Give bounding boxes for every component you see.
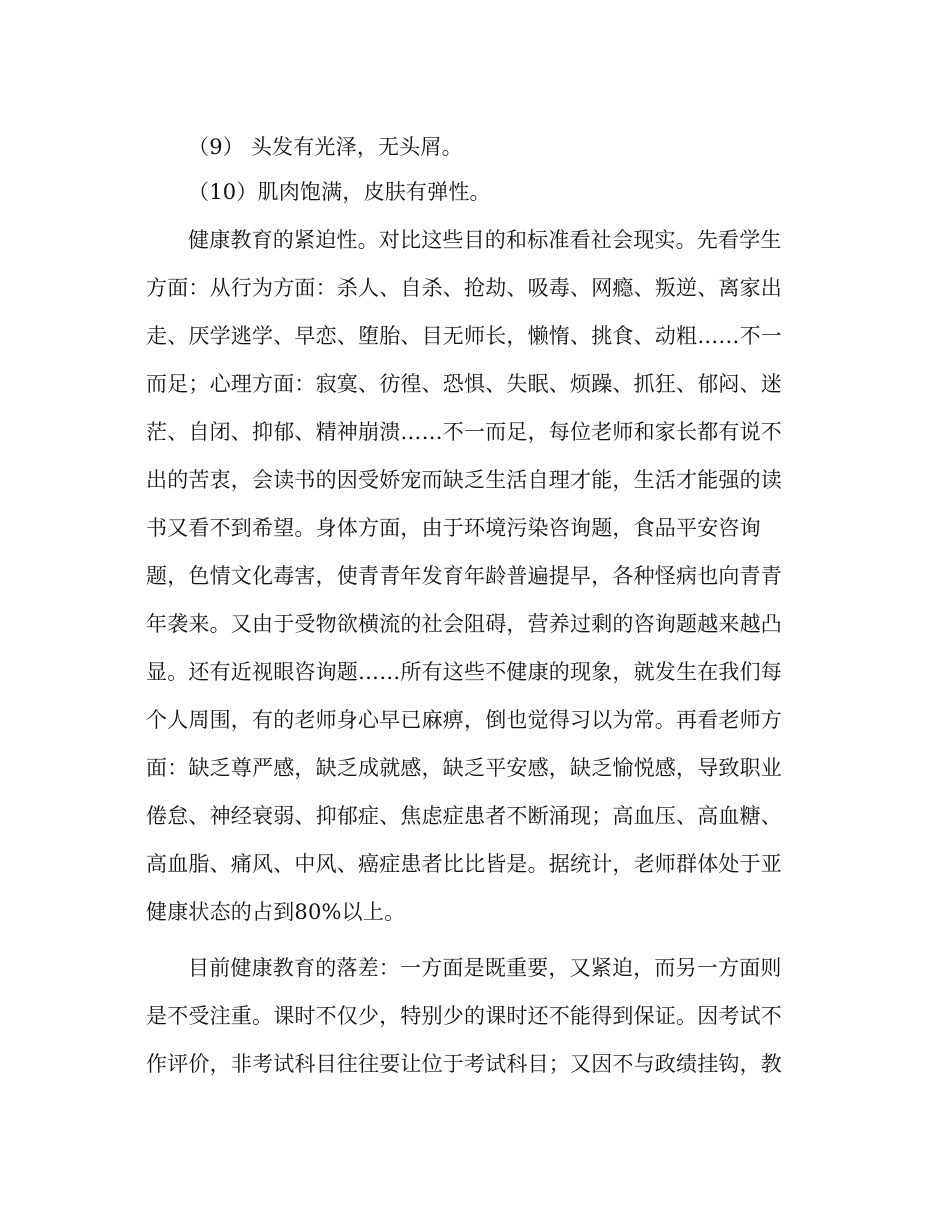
paragraph-line: 走、厌学逃学、早恋、堕胎、目无师长，懒惰、挑食、动粗……不一 <box>146 324 782 348</box>
paragraph-line: 茫、自闭、抑郁、精神崩溃……不一而足，每位老师和家长都有说不 <box>146 420 782 444</box>
paragraph-line: 健康状态的占到80%以上。 <box>146 900 406 924</box>
paragraph-line: 而足；心理方面：寂寞、彷徨、恐惧、失眠、烦躁、抓狂、郁闷、迷 <box>146 372 782 396</box>
paragraph-line: 个人周围，有的老师身心早已麻痹，倒也觉得习以为常。再看老师方 <box>146 708 782 732</box>
list-item-9: （9） 头发有光泽，无头屑。 <box>188 135 463 159</box>
paragraph-line: 题，色情文化毒害，使青青年发育年龄普遍提早，各种怪病也向青青 <box>146 564 782 588</box>
paragraph-line: 年袭来。又由于受物欲横流的社会阻碍，营养过剩的咨询题越来越凸 <box>146 612 782 636</box>
paragraph-line: 目前健康教育的落差：一方面是既重要，又紧迫，而另一方面则 <box>188 956 782 980</box>
paragraph-line: 倦怠、神经衰弱、抑郁症、焦虑症患者不断涌现；高血压、高血糖、 <box>146 804 782 828</box>
paragraph-line: 显。还有近视眼咨询题……所有这些不健康的现象，就发生在我们每 <box>146 660 782 684</box>
paragraph-line: 方面：从行为方面：杀人、自杀、抢劫、吸毒、网瘾、叛逆、离家出 <box>146 276 782 300</box>
paragraph-line: 健康教育的紧迫性。对比这些目的和标准看社会现实。先看学生 <box>188 228 782 252</box>
paragraph-line: 出的苦衷，会读书的因受娇宠而缺乏生活自理才能，生活才能强的读 <box>146 468 782 492</box>
paragraph-line: 书又看不到希望。身体方面，由于环境污染咨询题，食品平安咨询 <box>146 516 761 540</box>
paragraph-line: 作评价，非考试科目往往要让位于考试科目；又因不与政绩挂钩，教 <box>146 1052 782 1076</box>
paragraph-line: 是不受注重。课时不仅少，特别少的课时还不能得到保证。因考试不 <box>146 1004 782 1028</box>
list-item-10: （10）肌肉饱满，皮肤有弹性。 <box>188 180 491 204</box>
paragraph-line: 面：缺乏尊严感，缺乏成就感，缺乏平安感，缺乏愉悦感，导致职业 <box>146 756 782 780</box>
paragraph-line: 高血脂、痛风、中风、癌症患者比比皆是。据统计，老师群体处于亚 <box>146 852 782 876</box>
